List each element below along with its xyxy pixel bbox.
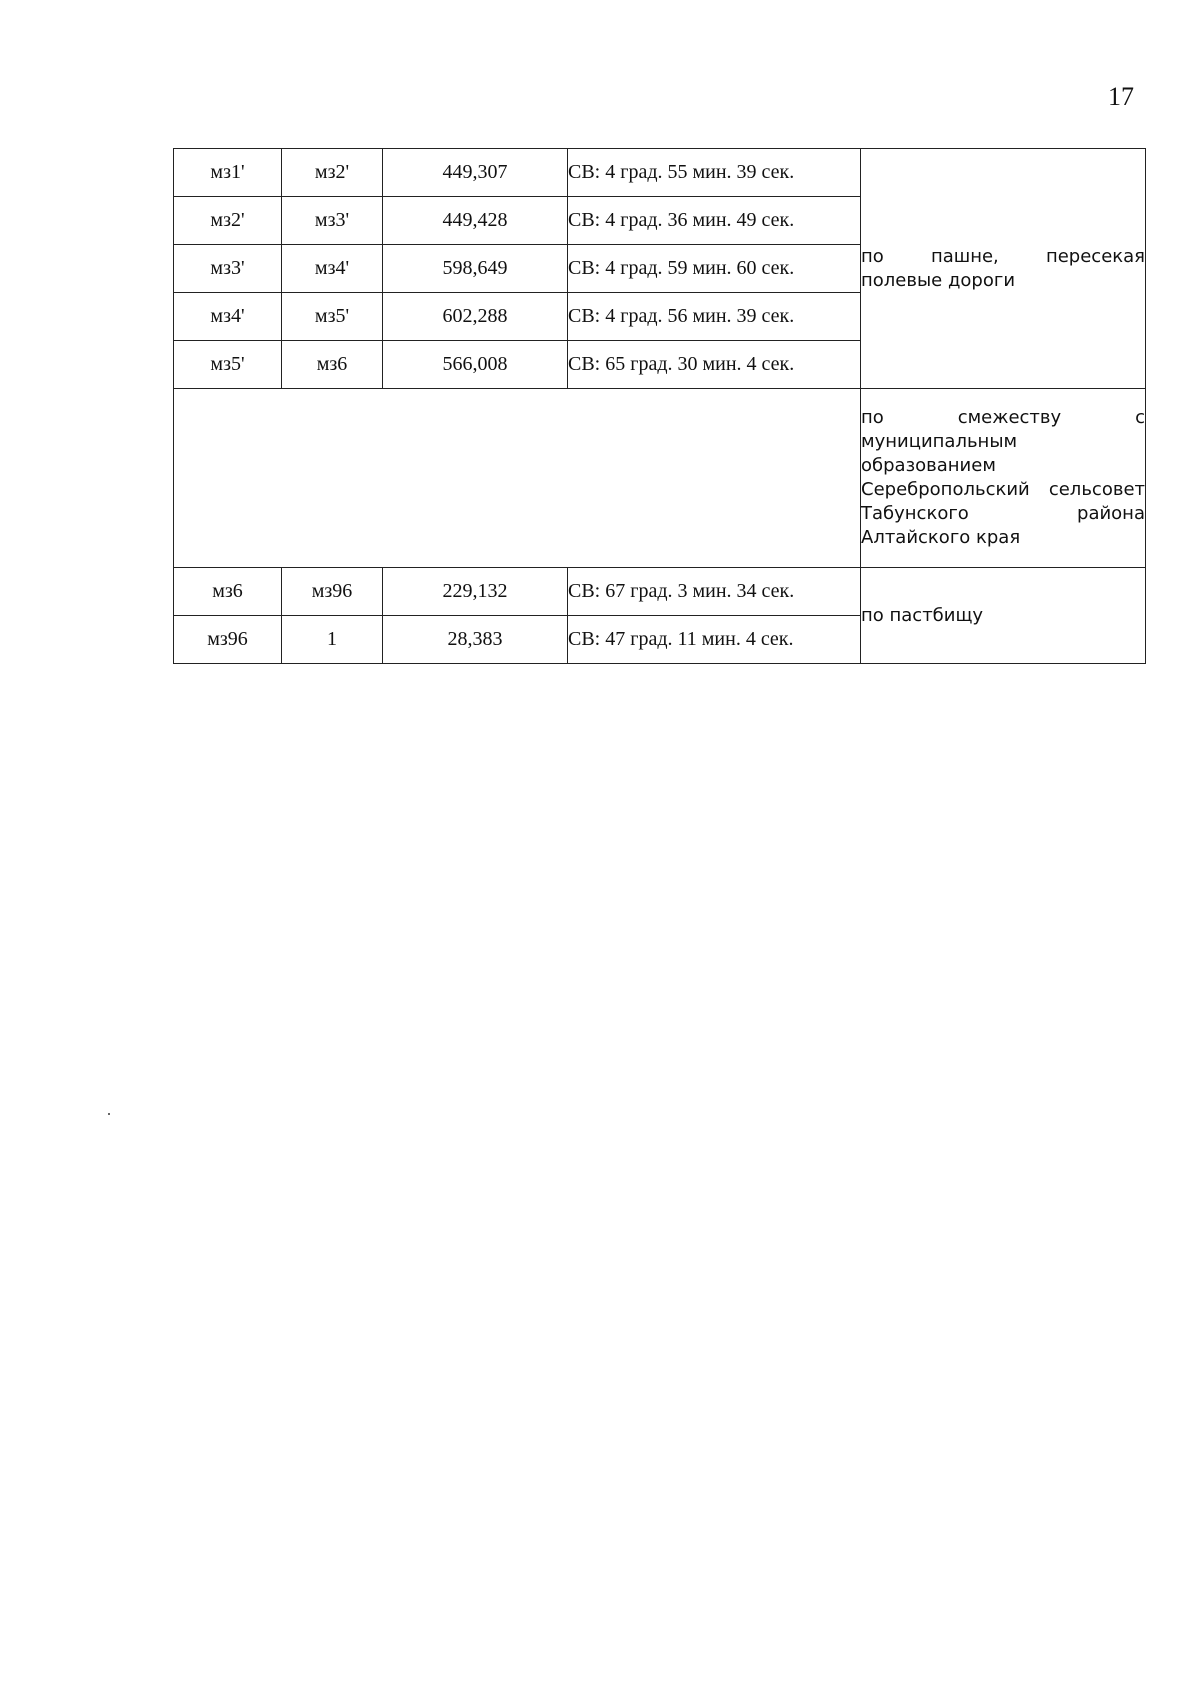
table-row: [174, 149, 1146, 197]
page-number: 17: [1108, 82, 1134, 111]
point-from: мз6: [174, 568, 282, 616]
point-to: мз2': [282, 149, 383, 197]
point-from: мз4': [174, 293, 282, 341]
point-from: мз96: [174, 616, 282, 664]
point-from: мз2': [174, 197, 282, 245]
table-row: [174, 568, 1146, 616]
segment-direction: СВ: 67 град. 3 мин. 34 сек.: [568, 568, 861, 616]
segment-length: 449,307: [383, 149, 568, 197]
segment-direction: СВ: 4 град. 55 мин. 39 сек.: [568, 149, 861, 197]
point-from: мз3': [174, 245, 282, 293]
boundary-description: по пастбищу: [861, 568, 1146, 664]
segment-length: 598,649: [383, 245, 568, 293]
point-to: мз4': [282, 245, 383, 293]
segment-length: 449,428: [383, 197, 568, 245]
segment-direction: СВ: 4 град. 36 мин. 49 сек.: [568, 197, 861, 245]
point-to: 1: [282, 616, 383, 664]
segment-direction: СВ: 65 град. 30 мин. 4 сек.: [568, 341, 861, 389]
point-from: мз1': [174, 149, 282, 197]
segment-length: 229,132: [383, 568, 568, 616]
segment-direction: СВ: 4 град. 56 мин. 39 сек.: [568, 293, 861, 341]
adjacency-description: по смежеству с муниципальным образованием Серебропольский сельсовет Табунского района Алтайского края: [861, 389, 1146, 568]
point-to: мз5': [282, 293, 383, 341]
segment-length: 566,008: [383, 341, 568, 389]
point-to: мз3': [282, 197, 383, 245]
segment-direction: СВ: 47 град. 11 мин. 4 сек.: [568, 616, 861, 664]
scan-speck: [108, 1113, 110, 1115]
boundary-table: [173, 148, 1146, 664]
boundary-description: по пашне, пересекая полевые дороги: [861, 149, 1146, 389]
segment-length: 28,383: [383, 616, 568, 664]
adjacency-row: [174, 389, 1146, 568]
point-to: мз6: [282, 341, 383, 389]
point-to: мз96: [282, 568, 383, 616]
point-from: мз5': [174, 341, 282, 389]
segment-length: 602,288: [383, 293, 568, 341]
empty-merged-cell: [174, 389, 861, 568]
segment-direction: СВ: 4 град. 59 мин. 60 сек.: [568, 245, 861, 293]
